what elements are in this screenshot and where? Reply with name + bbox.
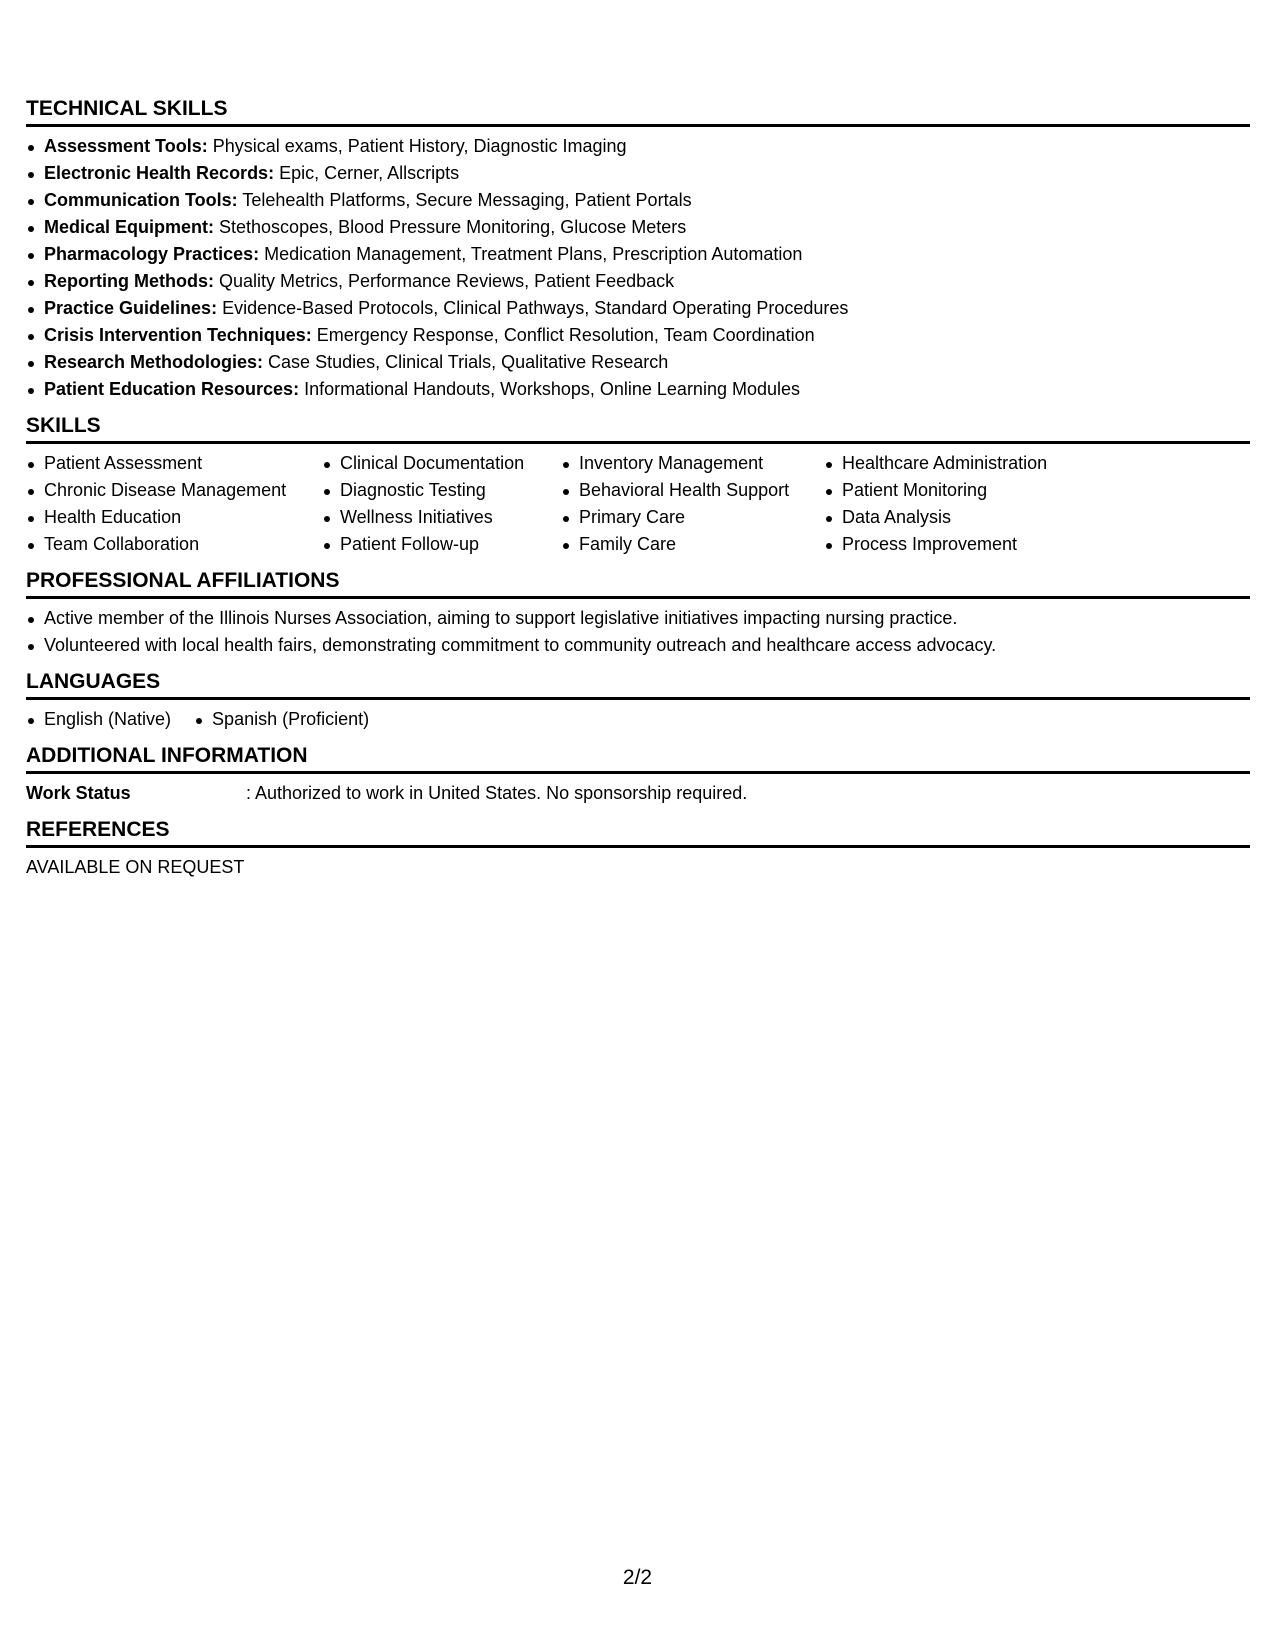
skills-column — [322, 450, 561, 558]
item-value: Physical exams, Patient History, Diagnostic Imaging — [207, 136, 627, 156]
resume-page — [26, 96, 1250, 881]
technical-skills-list — [26, 133, 1250, 403]
languages-row — [26, 706, 1250, 733]
list-item: Family Care — [561, 531, 824, 558]
skills-column — [561, 450, 824, 558]
list-item — [26, 241, 1250, 268]
section-title: SKILLS — [26, 414, 101, 437]
list-item: Clinical Documentation — [322, 450, 561, 477]
list-item: Volunteered with local health fairs, demonstrating commitment to community outreach and healthcare access advocacy. — [26, 632, 1250, 659]
item-label: Crisis Intervention Techniques: — [44, 325, 312, 345]
section-divider — [26, 771, 1250, 774]
item-value: Medication Management, Treatment Plans, Prescription Automation — [259, 244, 803, 264]
item-value: Epic, Cerner, Allscripts — [274, 163, 460, 183]
item-label: Communication Tools: — [44, 190, 238, 210]
technical-skills-section — [26, 96, 1250, 403]
section-divider — [26, 441, 1250, 444]
section-title: REFERENCES — [26, 818, 170, 841]
section-title: LANGUAGES — [26, 670, 161, 693]
list-item: Chronic Disease Management — [26, 477, 322, 504]
spacer — [26, 659, 1250, 669]
item-label: Medical Equipment: — [44, 217, 215, 237]
list-item: Process Improvement — [824, 531, 1084, 558]
item-label: Research Methodologies: — [44, 352, 264, 372]
skills-column — [26, 450, 322, 558]
work-status-label: Work Status — [26, 783, 131, 803]
skills-section — [26, 413, 1250, 558]
section-title: TECHNICAL SKILLS — [26, 97, 228, 120]
list-item — [26, 295, 1250, 322]
list-item: Spanish (Proficient) — [194, 706, 369, 733]
item-label: Practice Guidelines: — [44, 298, 218, 318]
item-label: Pharmacology Practices: — [44, 244, 260, 264]
references-text: AVAILABLE ON REQUEST — [26, 857, 245, 877]
languages-section — [26, 669, 1250, 733]
list-item — [26, 268, 1250, 295]
item-label: Assessment Tools: — [44, 136, 208, 156]
list-item: Diagnostic Testing — [322, 477, 561, 504]
spacer — [26, 733, 1250, 743]
section-divider — [26, 845, 1250, 848]
section-divider — [26, 697, 1250, 700]
list-item — [26, 322, 1250, 349]
section-title: ADDITIONAL INFORMATION — [26, 744, 308, 767]
item-label: Reporting Methods: — [44, 271, 214, 291]
list-item: Team Collaboration — [26, 531, 322, 558]
list-item — [26, 187, 1250, 214]
item-value: Evidence-Based Protocols, Clinical Pathways, Standard Operating Procedures — [217, 298, 849, 318]
spacer — [26, 558, 1250, 568]
list-item — [26, 133, 1250, 160]
item-value: Emergency Response, Conflict Resolution, Team Coordination — [311, 325, 815, 345]
list-item: Data Analysis — [824, 504, 1084, 531]
list-item — [26, 349, 1250, 376]
work-status-row — [26, 780, 1250, 807]
list-item — [26, 376, 1250, 403]
languages-list — [26, 706, 392, 733]
section-title: PROFESSIONAL AFFILIATIONS — [26, 569, 340, 592]
item-value: Telehealth Platforms, Secure Messaging, Patient Portals — [237, 190, 692, 210]
list-item: English (Native) — [26, 706, 171, 733]
list-item: Healthcare Administration — [824, 450, 1084, 477]
list-item: Primary Care — [561, 504, 824, 531]
list-item: Wellness Initiatives — [322, 504, 561, 531]
list-item: Inventory Management — [561, 450, 824, 477]
skills-grid — [26, 450, 1250, 558]
affiliations-list — [26, 605, 1250, 659]
affiliations-section — [26, 568, 1250, 659]
item-value: Stethoscopes, Blood Pressure Monitoring, Glucose Meters — [214, 217, 687, 237]
work-status-value: : Authorized to work in United States. No sponsorship required. — [246, 783, 748, 803]
item-value: Case Studies, Clinical Trials, Qualitative Research — [263, 352, 669, 372]
list-item — [26, 160, 1250, 187]
skills-column — [824, 450, 1084, 558]
item-label: Patient Education Resources: — [44, 379, 300, 399]
spacer — [26, 403, 1250, 413]
list-item: Patient Assessment — [26, 450, 322, 477]
list-item — [26, 214, 1250, 241]
spacer — [26, 807, 1250, 817]
section-divider — [26, 596, 1250, 599]
section-divider — [26, 124, 1250, 127]
page-number: 2/2 — [622, 1566, 653, 1589]
list-item: Patient Follow-up — [322, 531, 561, 558]
item-value: Informational Handouts, Workshops, Online Learning Modules — [299, 379, 801, 399]
list-item: Patient Monitoring — [824, 477, 1084, 504]
item-label: Electronic Health Records: — [44, 163, 275, 183]
list-item: Behavioral Health Support — [561, 477, 824, 504]
additional-info-section — [26, 743, 1250, 807]
list-item: Health Education — [26, 504, 322, 531]
references-section — [26, 817, 1250, 881]
list-item: Active member of the Illinois Nurses Association, aiming to support legislative initiatives impacting nursing practice. — [26, 605, 1250, 632]
item-value: Quality Metrics, Performance Reviews, Patient Feedback — [213, 271, 675, 291]
